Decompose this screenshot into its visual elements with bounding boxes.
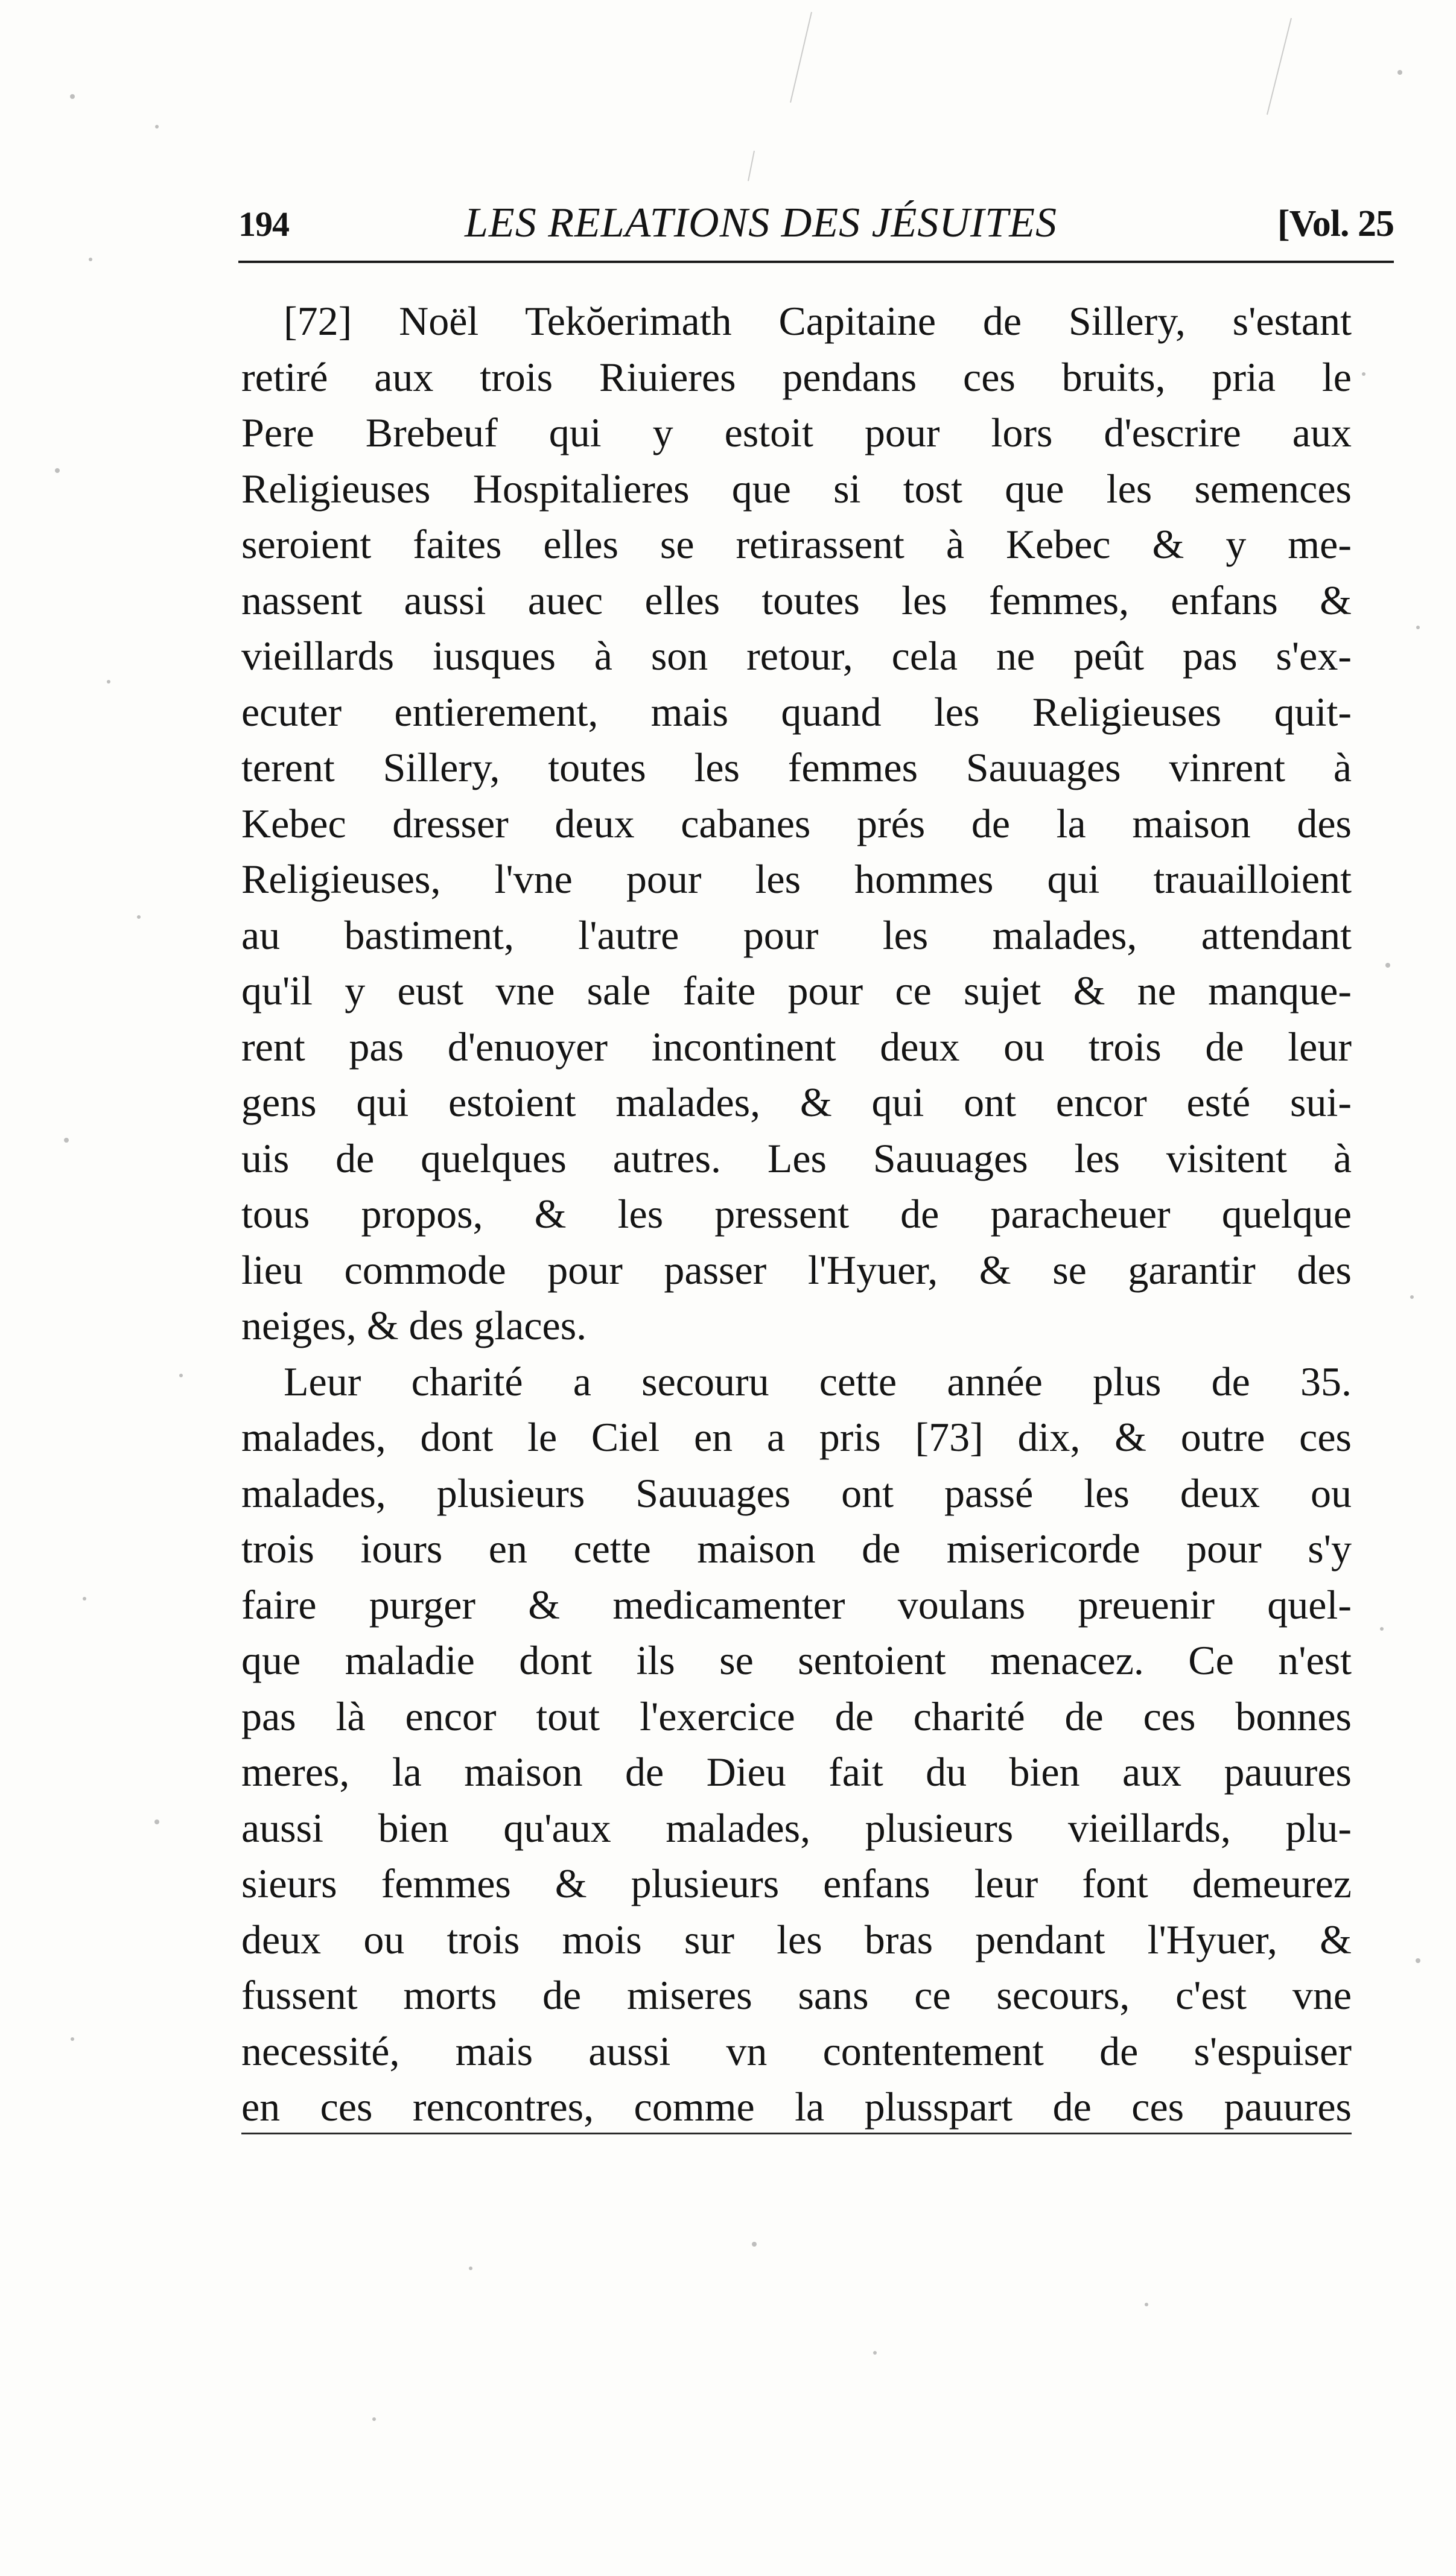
page-number: 194: [238, 205, 289, 244]
text-line: uis de quelques autres. Les Sauuages les visitent à: [241, 1135, 1352, 1181]
text-line: necessité, mais aussi vn contentement de s'espuiser: [241, 2028, 1352, 2074]
text-line: meres, la maison de Dieu fait du bien aux pauures: [241, 1749, 1352, 1795]
text-line: nassent aussi auec elles toutes les femmes, enfans &: [241, 577, 1352, 623]
bottom-rule: [241, 2133, 1352, 2134]
text-line: en ces rencontres, comme la plusspart de ces pauures: [241, 2084, 1352, 2130]
text-line: ecuter entierement, mais quand les Religieuses quit-: [241, 688, 1352, 735]
text-line: seroient faites elles se retirassent à Kebec & y me-: [241, 521, 1352, 567]
text-line: neiges, & des glaces.: [241, 1302, 587, 1348]
text-line: aussi bien qu'aux malades, plusieurs vieillards, plu-: [241, 1804, 1352, 1851]
volume-label: [Vol. 25: [1277, 203, 1394, 244]
text-line: Leur charité a secouru cette année plus de 35.: [284, 1358, 1352, 1404]
text-line: lieu commode pour passer l'Hyuer, & se garantir des: [241, 1246, 1352, 1293]
text-line: terent Sillery, toutes les femmes Sauuages vinrent à: [241, 744, 1352, 790]
text-line: qu'il y eust vne sale faite pour ce sujet & ne manque-: [241, 968, 1352, 1014]
text-line: Religieuses Hospitalieres que si tost que les semences: [241, 465, 1352, 512]
text-line: fussent morts de miseres sans ce secours, c'est vne: [241, 1972, 1352, 2018]
text-line: sieurs femmes & plusieurs enfans leur font demeurez: [241, 1861, 1352, 1906]
text-line: retiré aux trois Riuieres pendans ces bruits, pria le: [241, 354, 1352, 400]
text-line: malades, plusieurs Sauuages ont passé les deux ou: [241, 1470, 1352, 1516]
running-title: LES RELATIONS DES JÉSUITES: [465, 200, 1057, 246]
paragraph-1: [241, 293, 1352, 1354]
text-line: faire purger & medicamenter voulans preuenir quel-: [241, 1581, 1352, 1628]
text-line: Pere Brebeuf qui y estoit pour lors d'escrire aux: [241, 410, 1352, 455]
text-line: trois iours en cette maison de misericorde pour s'y: [241, 1526, 1352, 1572]
text-line: Religieuses, l'vne pour les hommes qui trauailloient: [241, 856, 1352, 902]
text-line: gens qui estoient malades, & qui ont encor esté sui-: [241, 1079, 1352, 1125]
text-line: [72] Noël Tekŏerimath Capitaine de Sillery, s'estant: [284, 298, 1352, 344]
body-text: [241, 293, 1352, 2135]
text-line: tous propos, & les pressent de paracheuer quelque: [241, 1191, 1352, 1237]
text-line: vieillards iusques à son retour, cela ne peût pas s'ex-: [241, 633, 1352, 679]
paragraph-2: [241, 1354, 1352, 2135]
text-line: au bastiment, l'autre pour les malades, attendant: [241, 912, 1352, 958]
text-line: que maladie dont ils se sentoient menacez. Ce n'est: [241, 1637, 1352, 1683]
text-line: rent pas d'enuoyer incontinent deux ou trois de leur: [241, 1023, 1352, 1070]
header-rule: [238, 261, 1394, 263]
text-line: malades, dont le Ciel en a pris [73] dix, & outre ces: [241, 1414, 1352, 1460]
running-head: [238, 199, 1394, 259]
text-line: pas là encor tout l'exercice de charité de ces bonnes: [241, 1693, 1352, 1739]
text-line: Kebec dresser deux cabanes prés de la maison des: [241, 800, 1352, 846]
text-line: deux ou trois mois sur les bras pendant l'Hyuer, &: [241, 1916, 1352, 1962]
